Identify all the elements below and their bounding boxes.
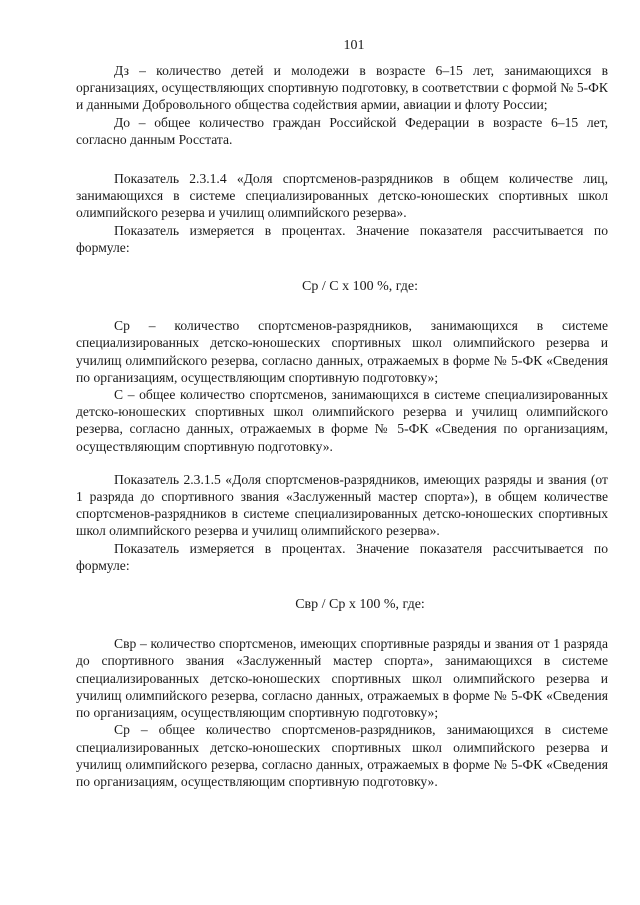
definition-svr: Свр – количество спортсменов, имеющих спортивные разряды и звания от 1 разряда до спортивного звания «Заслуженный мастер спорта», занимающихся в системе специализированных детско-юношеских спортивных школ олимпийского резерва и училищ олимпийского резерва, согласно данных, отражаемых в форме № 5-ФК «Сведения по организациям, осуществляющим спортивную подготовку»; [76,636,608,721]
definition-s: С – общее количество спортсменов, занимающихся в системе специализированных детско-юношеских спортивных школ олимпийского резерва и училищ олимпийского резерва, согласно данных, отражаемых в форме № 5-ФК «Сведения по организациям, осуществляющим спортивную подготовку». [76,387,608,454]
measure-note-2: Показатель измеряется в процентах. Значение показателя рассчитывается по формуле: [76,540,608,573]
definition-dz: Дз – количество детей и молодежи в возрасте 6–15 лет, занимающихся в организациях, осуществляющих спортивную подготовку, в соответствии с формой № 5-ФК и данными Добровольного общества содействия армии, авиации и флоту России; [76,63,608,113]
definition-sr: Ср – количество спортсменов-разрядников, занимающихся в системе специализированных детско-юношеских спортивных школ олимпийского резерва и училищ олимпийского резерва, согласно данных, отражаемых в форме № 5-ФК «Сведения по организациям, осуществляющим спортивную подготовку»; [76,318,608,385]
definition-do: До – общее количество граждан Российской Федерации в возрасте 6–15 лет, согласно данным Росстата. [76,114,608,147]
measure-note-1: Показатель измеряется в процентах. Значение показателя рассчитывается по формуле: [76,222,608,255]
definition-sr-2: Ср – общее количество спортсменов-разрядников, занимающихся в системе специализированных детско-юношеских спортивных школ олимпийского резерва и училищ олимпийского резерва, согласно данных, отражаемых в форме № 5-ФК «Сведения по организациям, осуществляющим спортивную подготовку». [76,722,608,789]
indicator-2-3-1-4: Показатель 2.3.1.4 «Доля спортсменов-разрядников в общем количестве лиц, занимающихся в системе специализированных детско-юношеских спортивных школ олимпийского резерва и училищ олимпийского резерва». [76,171,608,221]
page-number: 101 [343,38,365,53]
body-text [76,62,608,790]
formula-1: Ср / С х 100 %, где: [302,279,418,295]
indicator-2-3-1-5: Показатель 2.3.1.5 «Доля спортсменов-разрядников, имеющих разряды и звания (от 1 разряда до спортивного звания «Заслуженный мастер спорта»), в общем количестве спортсменов-разрядников в системе специализированных детско-юношеских спортивных школ олимпийского резерва и училищ олимпийского резерва». [76,471,608,539]
formula-2: Свр / Ср х 100 %, где: [295,597,425,613]
